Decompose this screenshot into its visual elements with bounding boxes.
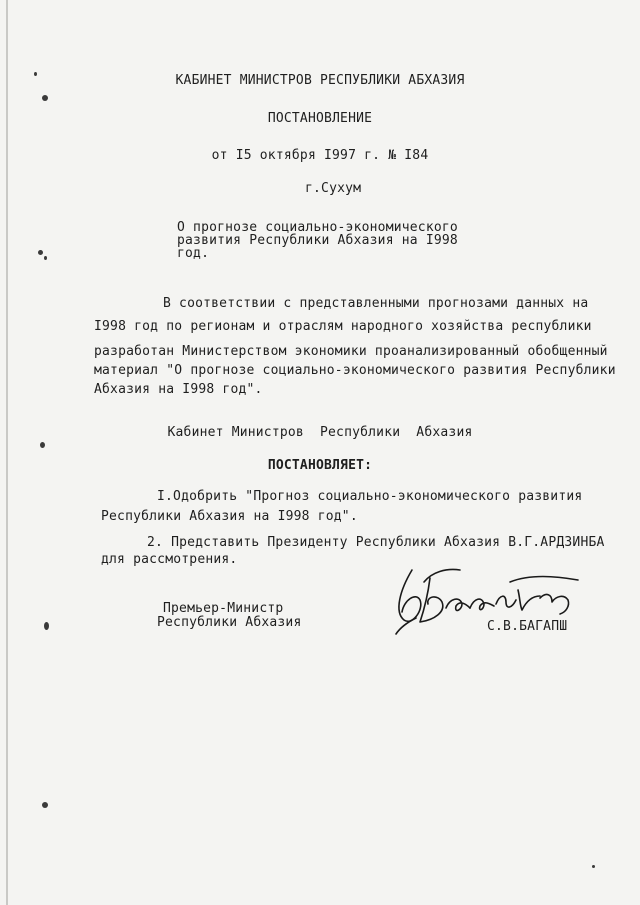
subject-line: развития Республики Абхазия на I998: [177, 233, 458, 248]
scan-speck: [42, 95, 48, 101]
resolution-item: I.Одобрить "Прогноз социально-экономического развития: [157, 489, 583, 504]
scan-speck: [44, 622, 49, 630]
document-city: г.Сухум: [305, 181, 362, 196]
organization-title: КАБИНЕТ МИНИСТРОВ РЕСПУБЛИКИ АБХАЗИЯ: [175, 73, 465, 88]
scan-speck: [44, 256, 47, 260]
body-line: I998 год по регионам и отраслям народного хозяйства республики: [94, 319, 592, 334]
scan-speck: [42, 802, 48, 808]
resolution-item: Республики Абхазия на I998 год".: [101, 509, 358, 524]
body-line: материал "О прогнозе социально-экономического развития Республики: [94, 363, 616, 378]
resolution-item: 2. Представить Президенту Республики Абхазия В.Г.АРДЗИНБА: [147, 535, 605, 550]
handwritten-signature: [390, 560, 590, 635]
signer-name: С.В.БАГАПШ: [487, 619, 568, 634]
signer-title: Республики Абхазия: [157, 615, 302, 630]
signer-title: Премьер-Министр: [163, 601, 284, 616]
decree-heading: ПОСТАНОВЛЯЕТ:: [267, 458, 373, 473]
authority-line: Кабинет Министров Республики Абхазия: [167, 425, 473, 440]
body-line: разработан Министерством экономики проанализированный обобщенный: [94, 344, 608, 359]
scan-speck: [40, 442, 45, 448]
document-date-number: от I5 октября I997 г. № I84: [211, 148, 429, 163]
scan-speck: [592, 865, 595, 868]
subject-line: год.: [177, 246, 210, 261]
scan-edge: [6, 0, 8, 905]
subject-line: О прогнозе социально-экономического: [177, 220, 458, 235]
resolution-item: для рассмотрения.: [101, 552, 238, 567]
scan-speck: [38, 250, 43, 255]
document-type: ПОСТАНОВЛЕНИЕ: [267, 111, 373, 126]
body-line: Абхазия на I998 год".: [94, 382, 263, 397]
body-line: В соответствии с представленными прогнозами данных на: [163, 296, 589, 311]
